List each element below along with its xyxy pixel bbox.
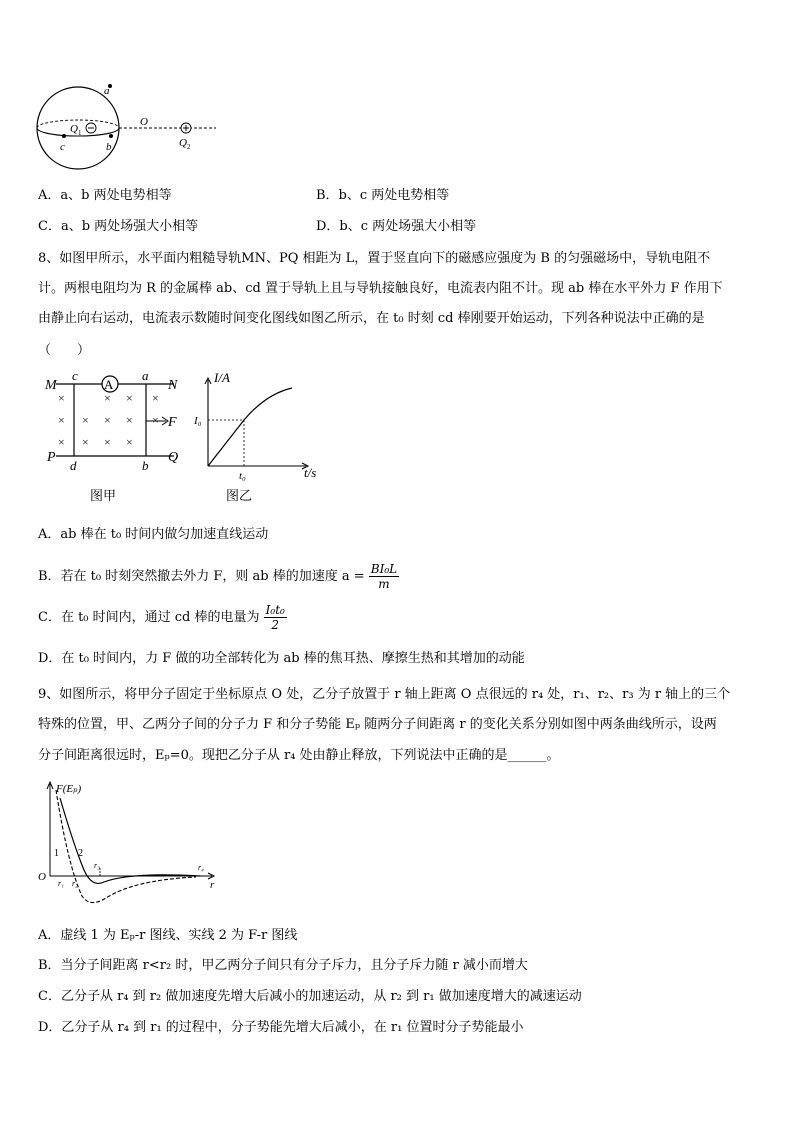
q9-graph-r2: r₂ — [72, 879, 78, 888]
q8-option-c-text: C．在 t₀ 时间内，通过 cd 棒的电量为 — [38, 610, 260, 625]
q8-option-b-num: BI₀L — [370, 562, 398, 576]
svg-text:×: × — [82, 413, 89, 427]
svg-text:×: × — [104, 391, 111, 405]
q7-label-Q1-sub: 1 — [78, 129, 82, 137]
q8-option-c — [38, 603, 287, 633]
q8-label-Q: Q — [168, 450, 179, 465]
q7-label-Q1: Q — [70, 123, 78, 135]
q8-label-P: P — [47, 450, 56, 465]
svg-text:×: × — [82, 435, 89, 449]
q9-stem-line3: 分子间距离很远时，Eₚ=0。现把乙分子从 r₄ 处由静止释放，下列说法中正确的是______。 — [38, 748, 560, 763]
svg-text:×: × — [152, 391, 159, 405]
q8-stem-line3: 由静止向右运动，电流表示数随时间变化图线如图乙所示，在 t₀ 时刻 cd 棒刚要开始运动，下列各种说法中正确的是 — [38, 311, 705, 326]
q9-stem-line2: 特殊的位置，甲、乙两分子间的分子力 F 和分子势能 Eₚ 随两分子间距离 r 的变化关系分别如图中两条曲线所示，设两 — [38, 717, 717, 732]
q7-label-O: O — [140, 116, 148, 128]
q8-label-c: c — [72, 370, 78, 383]
q8-label-b: b — [142, 458, 149, 473]
q9-graph-r1: r₁ — [58, 879, 64, 888]
q9-option-a: A．虚线 1 为 Eₚ-r 图线、实线 2 为 F-r 图线 — [38, 928, 298, 943]
q8-stem-line2: 计。两根电阻均为 R 的金属棒 ab、cd 置于导轨上且与导轨接触良好，电流表内阻不计。现 ab 棒在水平外力 F 作用下 — [38, 281, 723, 296]
q8-ammeter-label: A — [104, 377, 114, 392]
q8-paren: （ ） — [38, 343, 91, 358]
q8-option-b-text: B．若在 t₀ 时刻突然撤去外力 F，则 ab 棒的加速度 a = — [38, 569, 365, 584]
q8-label-a: a — [142, 370, 149, 383]
svg-text:×: × — [104, 435, 111, 449]
q7-option-d: D．b、c 两处场强大小相等 — [316, 219, 477, 234]
q8-stem-line1: 8、如图甲所示，水平面内粗糙导轨MN、PQ 相距为 L，置于竖直向下的磁感应强度为 B 的匀强磁场中，导轨电阻不 — [38, 251, 711, 266]
q8-option-c-fraction — [264, 603, 287, 632]
svg-text:×: × — [58, 413, 65, 427]
q9-stem-line1: 9、如图所示，将甲分子固定于坐标原点 O 处，乙分子放置于 r 轴上距离 O 点很远的 r₄ 处，r₁、r₂、r₃ 为 r 轴上的三个 — [38, 687, 731, 702]
q9-graph-r3: r₃ — [94, 861, 100, 870]
q9-graph-ylabel: F(Eₚ) — [56, 783, 82, 795]
q9-option-b: B．当分子间距离 r<r₂ 时，甲乙两分子间只有分子斥力，且分子斥力随 r 减小而增大 — [38, 958, 528, 973]
q7-option-a: A．a、b 两处电势相等 — [38, 188, 172, 203]
q7-label-a: a — [104, 85, 110, 97]
svg-text:×: × — [104, 413, 111, 427]
q8-label-N: N — [168, 378, 178, 393]
q9-molecular-force-graph — [34, 776, 224, 916]
q8-graph-ylabel: I/A — [214, 370, 230, 385]
q7-sphere-figure — [36, 74, 226, 184]
q9-option-d: D．乙分子从 r₄ 到 r₁ 的过程中，分子势能先增大后减小，在 r₁ 位置时分子势能最小 — [38, 1020, 524, 1035]
q8-graph-I0: I₀ — [194, 415, 202, 427]
q8-option-b-den: m — [378, 577, 390, 591]
q8-label-F: F — [168, 415, 177, 430]
q8-option-c-den: 2 — [271, 618, 280, 632]
q9-option-c: C．乙分子从 r₄ 到 r₂ 做加速度先增大后减小的加速运动，从 r₂ 到 r₁ 做加速度增大的减速运动 — [38, 989, 582, 1004]
q9-graph-r4: r₄ — [198, 863, 204, 872]
svg-text:×: × — [126, 435, 133, 449]
q8-label-d: d — [70, 458, 77, 473]
q8-fig1-caption: 图甲 — [90, 488, 117, 503]
q9-graph-two: 2 — [78, 848, 83, 859]
svg-text:×: × — [58, 391, 65, 405]
q8-current-graph — [194, 366, 329, 506]
q8-graph-xlabel: t/s — [304, 465, 317, 480]
q7-option-c: C．a、b 两处场强大小相等 — [38, 219, 199, 234]
q8-option-b — [38, 562, 399, 592]
q9-graph-O: O — [38, 871, 46, 883]
svg-text:×: × — [58, 435, 65, 449]
q8-option-b-fraction — [369, 562, 399, 591]
q8-graph-t0: t₀ — [239, 470, 246, 482]
q9-graph-one: 1 — [54, 848, 59, 859]
q7-option-b: B．b、c 两处电势相等 — [316, 188, 450, 203]
svg-text:×: × — [152, 413, 159, 427]
q8-label-M: M — [45, 378, 57, 393]
svg-text:×: × — [126, 391, 133, 405]
q7-label-Q2: Q — [179, 137, 187, 149]
q9-graph-r: r — [210, 879, 215, 891]
q7-label-c: c — [60, 141, 65, 153]
q7-label-Q2-sub: 2 — [187, 143, 191, 151]
q7-label-b: b — [106, 141, 112, 153]
svg-text:×: × — [126, 413, 133, 427]
q8-option-a: A．ab 棒在 t₀ 时间内做匀加速直线运动 — [38, 527, 269, 542]
q8-option-d: D．在 t₀ 时间内，力 F 做的功全部转化为 ab 棒的焦耳热、摩擦生热和其增加的动能 — [38, 651, 525, 666]
q8-fig2-caption: 图乙 — [226, 488, 253, 503]
q8-option-c-num: I₀t₀ — [265, 603, 285, 617]
q8-circuit-figure — [44, 370, 194, 508]
